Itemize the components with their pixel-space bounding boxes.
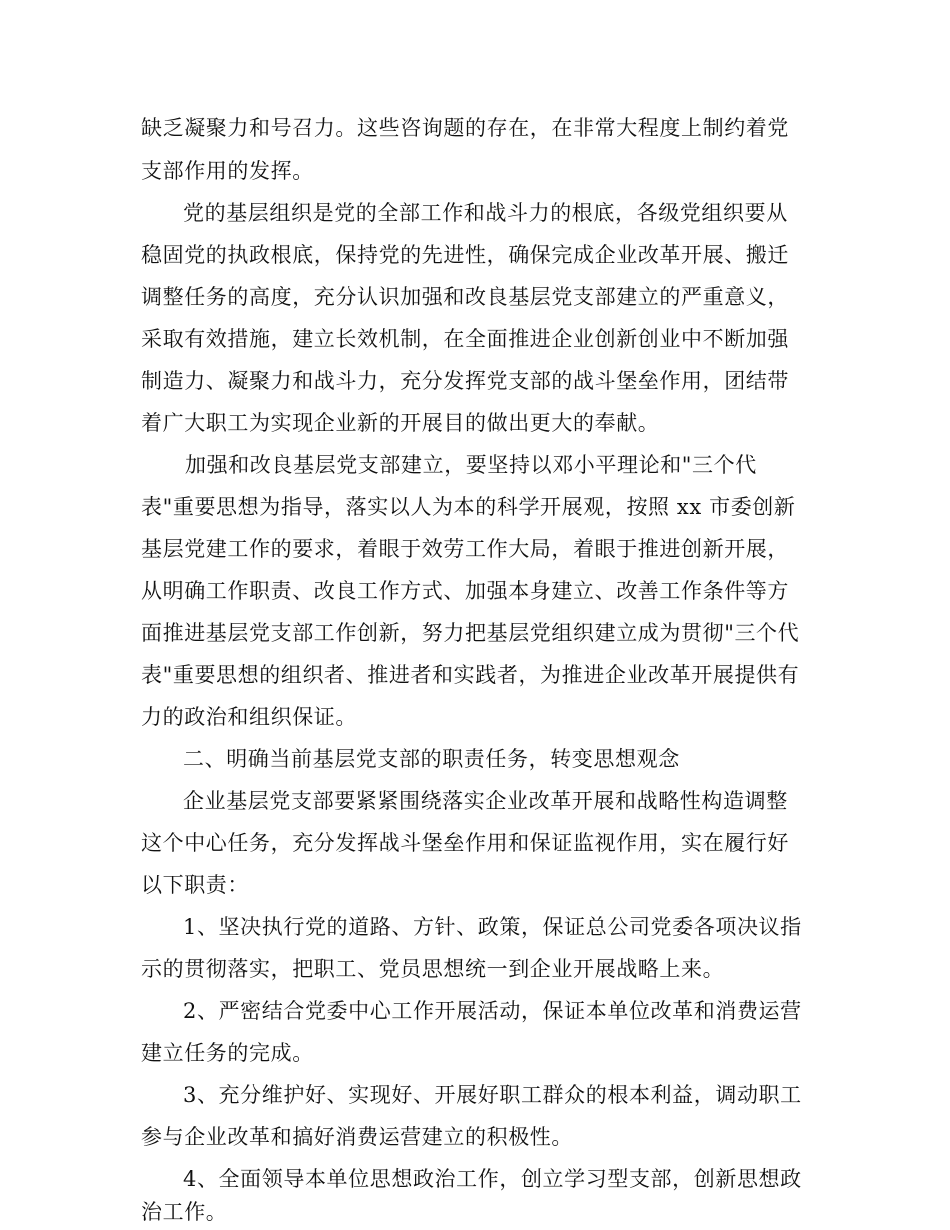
- text-line: 以下职责：: [141, 873, 249, 897]
- list-item-text: 1、坚决执行党的道路、方针、政策，保证总公司党委各项决议指: [183, 915, 802, 939]
- text-line: 表"重要思想为指导，落实以人为本的科学开展观，按照 xx 市委创新: [141, 495, 796, 519]
- list-item-text: 参与企业改革和搞好消费运营建立的积极性。: [141, 1125, 573, 1149]
- list-item-text: 3、充分维护好、实现好、开展好职工群众的根本利益，调动职工: [183, 1083, 802, 1107]
- list-item-text: 治工作。: [141, 1200, 228, 1224]
- text-line: 着广大职工为实现企业新的开展目的做出更大的奉献。: [141, 411, 660, 435]
- text-line: 企业基层党支部要紧紧围绕落实企业改革开展和战略性构造调整: [183, 789, 788, 813]
- list-item-text: 示的贯彻落实，把职工、党员思想统一到企业开展战略上来。: [141, 957, 725, 981]
- list-item-text: 4、全面领导本单位思想政治工作，创立学习型支部，创新思想政: [183, 1167, 802, 1191]
- text-line: 面推进基层党支部工作创新，努力把基层党组织建立成为贯彻"三个代: [141, 621, 800, 645]
- text-line: 采取有效措施，建立长效机制，在全面推进企业创新创业中不断加强: [141, 327, 789, 351]
- text-line: 制造力、凝聚力和战斗力，充分发挥党支部的战斗堡垒作用，团结带: [141, 369, 789, 393]
- text-line: 基层党建工作的要求，着眼于效劳工作大局，着眼于推进创新开展，: [141, 537, 789, 561]
- text-line: 从明确工作职责、改良工作方式、加强本身建立、改善工作条件等方: [141, 579, 789, 603]
- list-item-text: 建立任务的完成。: [141, 1041, 314, 1065]
- section-heading: 二、明确当前基层党支部的职责任务，转变思想观念: [183, 747, 680, 771]
- text-line: 党的基层组织是党的全部工作和战斗力的根底，各级党组织要从: [183, 201, 788, 225]
- text-line: 缺乏凝聚力和号召力。这些咨询题的存在，在非常大程度上制约着党: [141, 116, 789, 140]
- text-line: 力的政治和组织保证。: [141, 705, 357, 729]
- text-line: 这个中心任务，充分发挥战斗堡垒作用和保证监视作用，实在履行好: [141, 831, 789, 855]
- text-line: 稳固党的执政根底，保持党的先进性，确保完成企业改革开展、搬迁: [141, 243, 789, 267]
- text-line: 调整任务的高度，充分认识加强和改良基层党支部建立的严重意义，: [141, 285, 789, 309]
- list-item-text: 2、严密结合党委中心工作开展活动，保证本单位改革和消费运营: [183, 999, 802, 1023]
- text-line: 支部作用的发挥。: [141, 159, 314, 183]
- text-line: 表"重要思想的组织者、推进者和实践者，为推进企业改革开展提供有: [141, 663, 800, 687]
- text-line: 加强和改良基层党支部建立，要坚持以邓小平理论和"三个代: [185, 453, 757, 477]
